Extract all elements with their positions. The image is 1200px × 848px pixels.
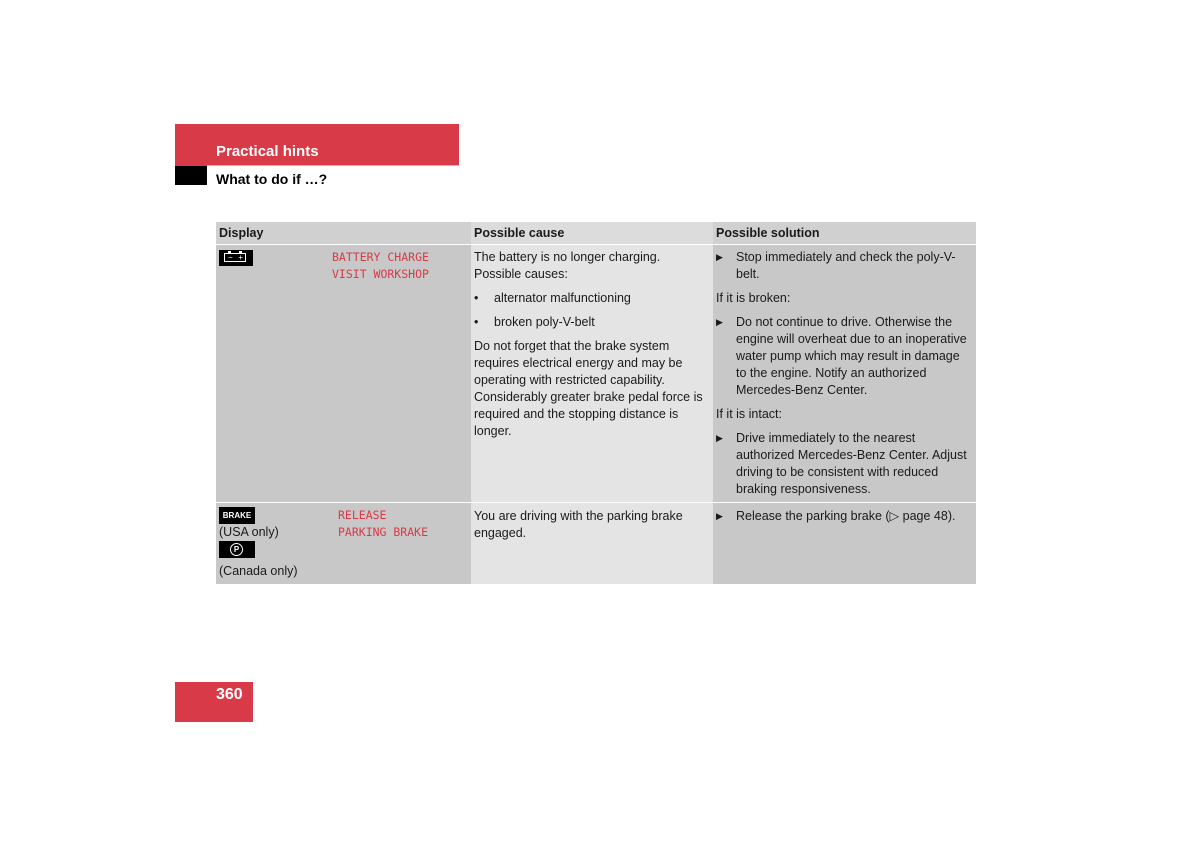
bullet-icon: • xyxy=(474,315,479,329)
display-cell xyxy=(216,503,471,584)
subsection-marker xyxy=(175,166,207,185)
arrow-right-icon: ▶ xyxy=(716,433,723,443)
solution-condition: If it is intact: xyxy=(716,407,782,421)
cause-cell xyxy=(471,503,713,584)
region-label: (USA only) xyxy=(219,525,279,539)
table-row xyxy=(216,244,976,502)
subsection-divider xyxy=(207,165,459,166)
display-cell xyxy=(216,245,471,502)
troubleshooting-table xyxy=(216,222,976,584)
arrow-right-icon: ▶ xyxy=(716,317,723,327)
cause-bullet-text: broken poly-V-belt xyxy=(494,315,595,329)
solution-step xyxy=(716,314,973,399)
cause-bullet xyxy=(474,290,710,307)
solution-step xyxy=(716,249,973,283)
parking-brake-icon: P xyxy=(219,541,255,558)
cause-cell xyxy=(471,245,713,502)
solution-step-text: Release the parking brake (▷ page 48). xyxy=(736,509,956,523)
solution-step-text: Stop immediately and check the poly-V-belt. xyxy=(736,250,956,281)
solution-step xyxy=(716,508,973,525)
column-header-display: Display xyxy=(216,222,471,244)
cause-bullet xyxy=(474,314,710,331)
display-message-line: BATTERY CHARGE xyxy=(332,250,429,264)
display-message-line: RELEASE xyxy=(338,508,387,522)
cause-intro: The battery is no longer charging. Possible causes: xyxy=(474,250,661,281)
section-title: Practical hints xyxy=(216,143,319,160)
display-message-line: PARKING BRAKE xyxy=(338,525,429,539)
arrow-right-icon: ▶ xyxy=(716,511,723,521)
solution-step xyxy=(716,430,973,498)
brake-warning-icon: BRAKE xyxy=(219,507,255,524)
table-row xyxy=(216,502,976,584)
cause-note: Do not forget that the brake system requires electrical energy and may be operating with restricted capability. Considerably greater brake pedal force is required and the stopping distance is longer. xyxy=(474,339,703,438)
solution-condition: If it is broken: xyxy=(716,291,791,305)
solution-step-text: Drive immediately to the nearest authorized Mercedes-Benz Center. Adjust driving to be consistent with reduced braking responsiveness. xyxy=(736,431,967,496)
solution-step-text: Do not continue to drive. Otherwise the engine will overheat due to an inoperative water pump which may result in damage to the engine. Notify an authorized Mercedes-Benz Center. xyxy=(736,315,967,397)
bullet-icon: • xyxy=(474,291,479,305)
region-label: (Canada only) xyxy=(219,564,298,578)
battery-icon: − + xyxy=(219,250,253,266)
column-header-cause: Possible cause xyxy=(471,222,713,244)
cause-text: You are driving with the parking brake engaged. xyxy=(474,509,683,540)
solution-cell xyxy=(713,245,976,502)
display-message-line: VISIT WORKSHOP xyxy=(332,267,429,281)
table-header-row xyxy=(216,222,976,244)
solution-cell xyxy=(713,503,976,584)
page-number: 360 xyxy=(216,686,243,703)
subsection-title: What to do if …? xyxy=(216,171,328,187)
arrow-right-icon: ▶ xyxy=(716,252,723,262)
cause-bullet-text: alternator malfunctioning xyxy=(494,291,631,305)
column-header-solution: Possible solution xyxy=(713,222,976,244)
